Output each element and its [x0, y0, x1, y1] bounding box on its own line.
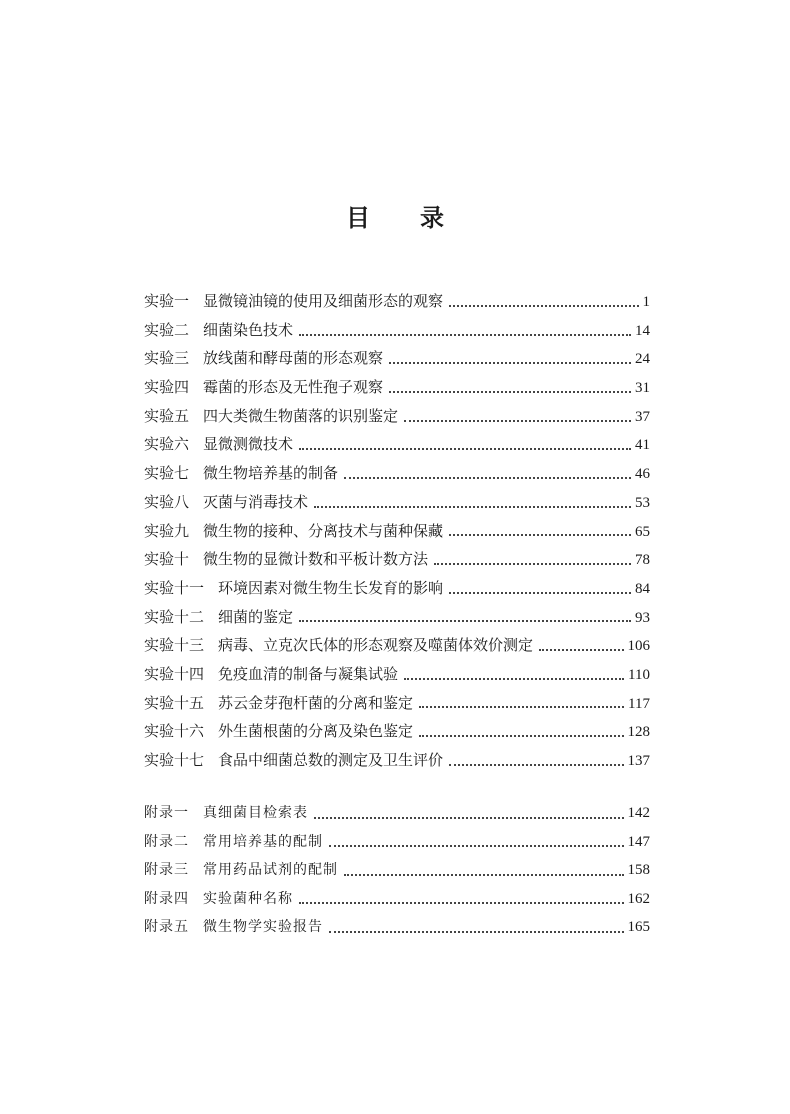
entry-page-number: 117: [628, 695, 650, 712]
entry-title: 食品中细菌总数的测定及卫生评价: [218, 751, 444, 769]
entry-page-number: 37: [635, 408, 650, 425]
dot-leader: [389, 361, 631, 364]
entry-page-number: 41: [635, 437, 650, 454]
entry-label: 实验十: [144, 550, 190, 569]
entry-page-number: 1: [642, 294, 650, 310]
entry-page-number: 84: [635, 580, 650, 597]
entry-label: 实验六: [144, 435, 190, 454]
entry-label: 实验十二: [144, 607, 205, 626]
entry-page-number: 93: [635, 609, 650, 626]
entry-page-number: 46: [635, 466, 650, 483]
entry-title: 真细菌目检索表: [203, 805, 308, 821]
entry-page-number: 137: [627, 753, 650, 769]
entry-title: 微生物培养基的制备: [203, 464, 339, 483]
entry-label: 实验十七: [144, 751, 205, 769]
entry-page-number: 142: [627, 805, 650, 821]
toc-entry-experiment[interactable]: [144, 574, 650, 603]
dot-leader: [389, 390, 631, 393]
toc-entry-appendix[interactable]: [144, 799, 650, 828]
toc-entry-experiment[interactable]: [144, 488, 650, 517]
entry-label: 附录三: [144, 862, 189, 878]
toc-entry-experiment[interactable]: [144, 603, 650, 632]
entry-label: 实验二: [144, 320, 190, 339]
entry-title: 环境因素对微生物生长发育的影响: [218, 578, 444, 597]
entry-title: 免疫血清的制备与凝集试验: [218, 664, 399, 683]
toc-entry-experiment[interactable]: [144, 660, 650, 689]
toc-entry-appendix[interactable]: [144, 885, 650, 914]
entry-page-number: 53: [635, 494, 650, 511]
entry-page-number: 110: [628, 666, 650, 683]
entry-title: 微生物学实验报告: [203, 919, 323, 935]
dot-leader: [404, 419, 631, 422]
entry-label: 附录五: [144, 919, 189, 935]
entry-label: 实验十一: [144, 578, 205, 597]
dot-leader: [299, 901, 624, 904]
entry-label: 实验四: [144, 378, 190, 397]
dot-leader: [329, 844, 624, 847]
toc-entry-experiment[interactable]: [144, 545, 650, 574]
entry-label: 附录四: [144, 890, 189, 907]
experiments-list: [144, 287, 650, 775]
toc-entry-experiment[interactable]: [144, 459, 650, 488]
toc-entry-experiment[interactable]: [144, 373, 650, 402]
toc-entry-experiment[interactable]: [144, 287, 650, 316]
dot-leader: [449, 591, 631, 594]
page-title: [0, 198, 790, 233]
dot-leader: [314, 505, 631, 508]
entry-label: 实验十三: [144, 636, 205, 655]
entry-page-number: 165: [627, 919, 650, 935]
toc-entry-experiment[interactable]: [144, 344, 650, 373]
dot-leader: [299, 447, 631, 450]
entry-page-number: 106: [627, 638, 650, 655]
entry-title: 四大类微生物菌落的识别鉴定: [203, 406, 399, 425]
entry-title: 实验菌种名称: [203, 890, 293, 907]
entry-title: 微生物的显微计数和平板计数方法: [203, 550, 429, 569]
toc-entry-experiment[interactable]: [144, 689, 650, 718]
entry-label: 实验五: [144, 406, 190, 425]
toc-entry-experiment[interactable]: [144, 517, 650, 546]
entry-page-number: 162: [627, 890, 650, 907]
entry-page-number: 14: [635, 322, 650, 339]
entry-page-number: 158: [627, 862, 650, 878]
dot-leader: [419, 734, 623, 737]
dot-leader: [299, 619, 631, 622]
entry-title: 苏云金芽孢杆菌的分离和鉴定: [218, 693, 414, 712]
entry-label: 实验七: [144, 464, 190, 483]
entry-page-number: 65: [635, 523, 650, 540]
entry-page-number: 78: [635, 552, 650, 569]
entry-title: 细菌染色技术: [203, 320, 294, 339]
appendices-list: [144, 799, 650, 942]
entry-title: 外生菌根菌的分离及染色鉴定: [218, 722, 414, 741]
entry-label: 附录一: [144, 805, 189, 821]
toc-entry-appendix[interactable]: [144, 856, 650, 885]
dot-leader: [329, 930, 624, 933]
entry-label: 实验十四: [144, 664, 205, 683]
toc-entry-experiment[interactable]: [144, 746, 650, 775]
entry-title: 霉菌的形态及无性孢子观察: [203, 378, 384, 397]
dot-leader: [404, 677, 624, 680]
toc-entry-experiment[interactable]: [144, 316, 650, 345]
entry-title: 放线菌和酵母菌的形态观察: [203, 349, 384, 368]
toc-entry-appendix[interactable]: [144, 913, 650, 942]
toc-entry-experiment[interactable]: [144, 717, 650, 746]
entry-title: 细菌的鉴定: [218, 607, 294, 626]
toc-entry-experiment[interactable]: [144, 430, 650, 459]
entry-page-number: 24: [635, 351, 650, 368]
entry-page-number: 147: [627, 833, 650, 850]
entry-label: 实验十五: [144, 693, 205, 712]
dot-leader: [344, 873, 624, 876]
entry-title: 灭菌与消毒技术: [203, 492, 309, 511]
entry-page-number: 128: [627, 724, 650, 741]
toc-entry-appendix[interactable]: [144, 828, 650, 857]
toc-entry-experiment[interactable]: [144, 402, 650, 431]
page-title-char-2: 录: [420, 204, 444, 232]
entry-title: 显微镜油镜的使用及细菌形态的观察: [203, 292, 444, 310]
page-title-char-1: 目: [346, 204, 370, 232]
entry-label: 实验一: [144, 292, 190, 310]
toc-entry-experiment[interactable]: [144, 631, 650, 660]
entry-title: 常用药品试剂的配制: [203, 862, 338, 878]
entry-page-number: 31: [635, 380, 650, 397]
entry-title: 常用培养基的配制: [203, 833, 323, 850]
dot-leader: [539, 648, 623, 651]
entry-label: 附录二: [144, 833, 189, 850]
entry-label: 实验九: [144, 521, 190, 540]
dot-leader: [344, 476, 631, 479]
entry-title: 病毒、立克次氏体的形态观察及噬菌体效价测定: [218, 636, 534, 655]
entry-label: 实验八: [144, 492, 190, 511]
dot-leader: [449, 763, 623, 766]
entry-title: 微生物的接种、分离技术与菌种保藏: [203, 521, 444, 540]
dot-leader: [314, 816, 624, 819]
entry-label: 实验十六: [144, 722, 205, 741]
dot-leader: [449, 533, 631, 536]
dot-leader: [434, 562, 631, 565]
dot-leader: [299, 333, 631, 336]
entry-title: 显微测微技术: [203, 435, 294, 454]
dot-leader: [449, 304, 638, 307]
dot-leader: [419, 705, 624, 708]
entry-label: 实验三: [144, 349, 190, 368]
